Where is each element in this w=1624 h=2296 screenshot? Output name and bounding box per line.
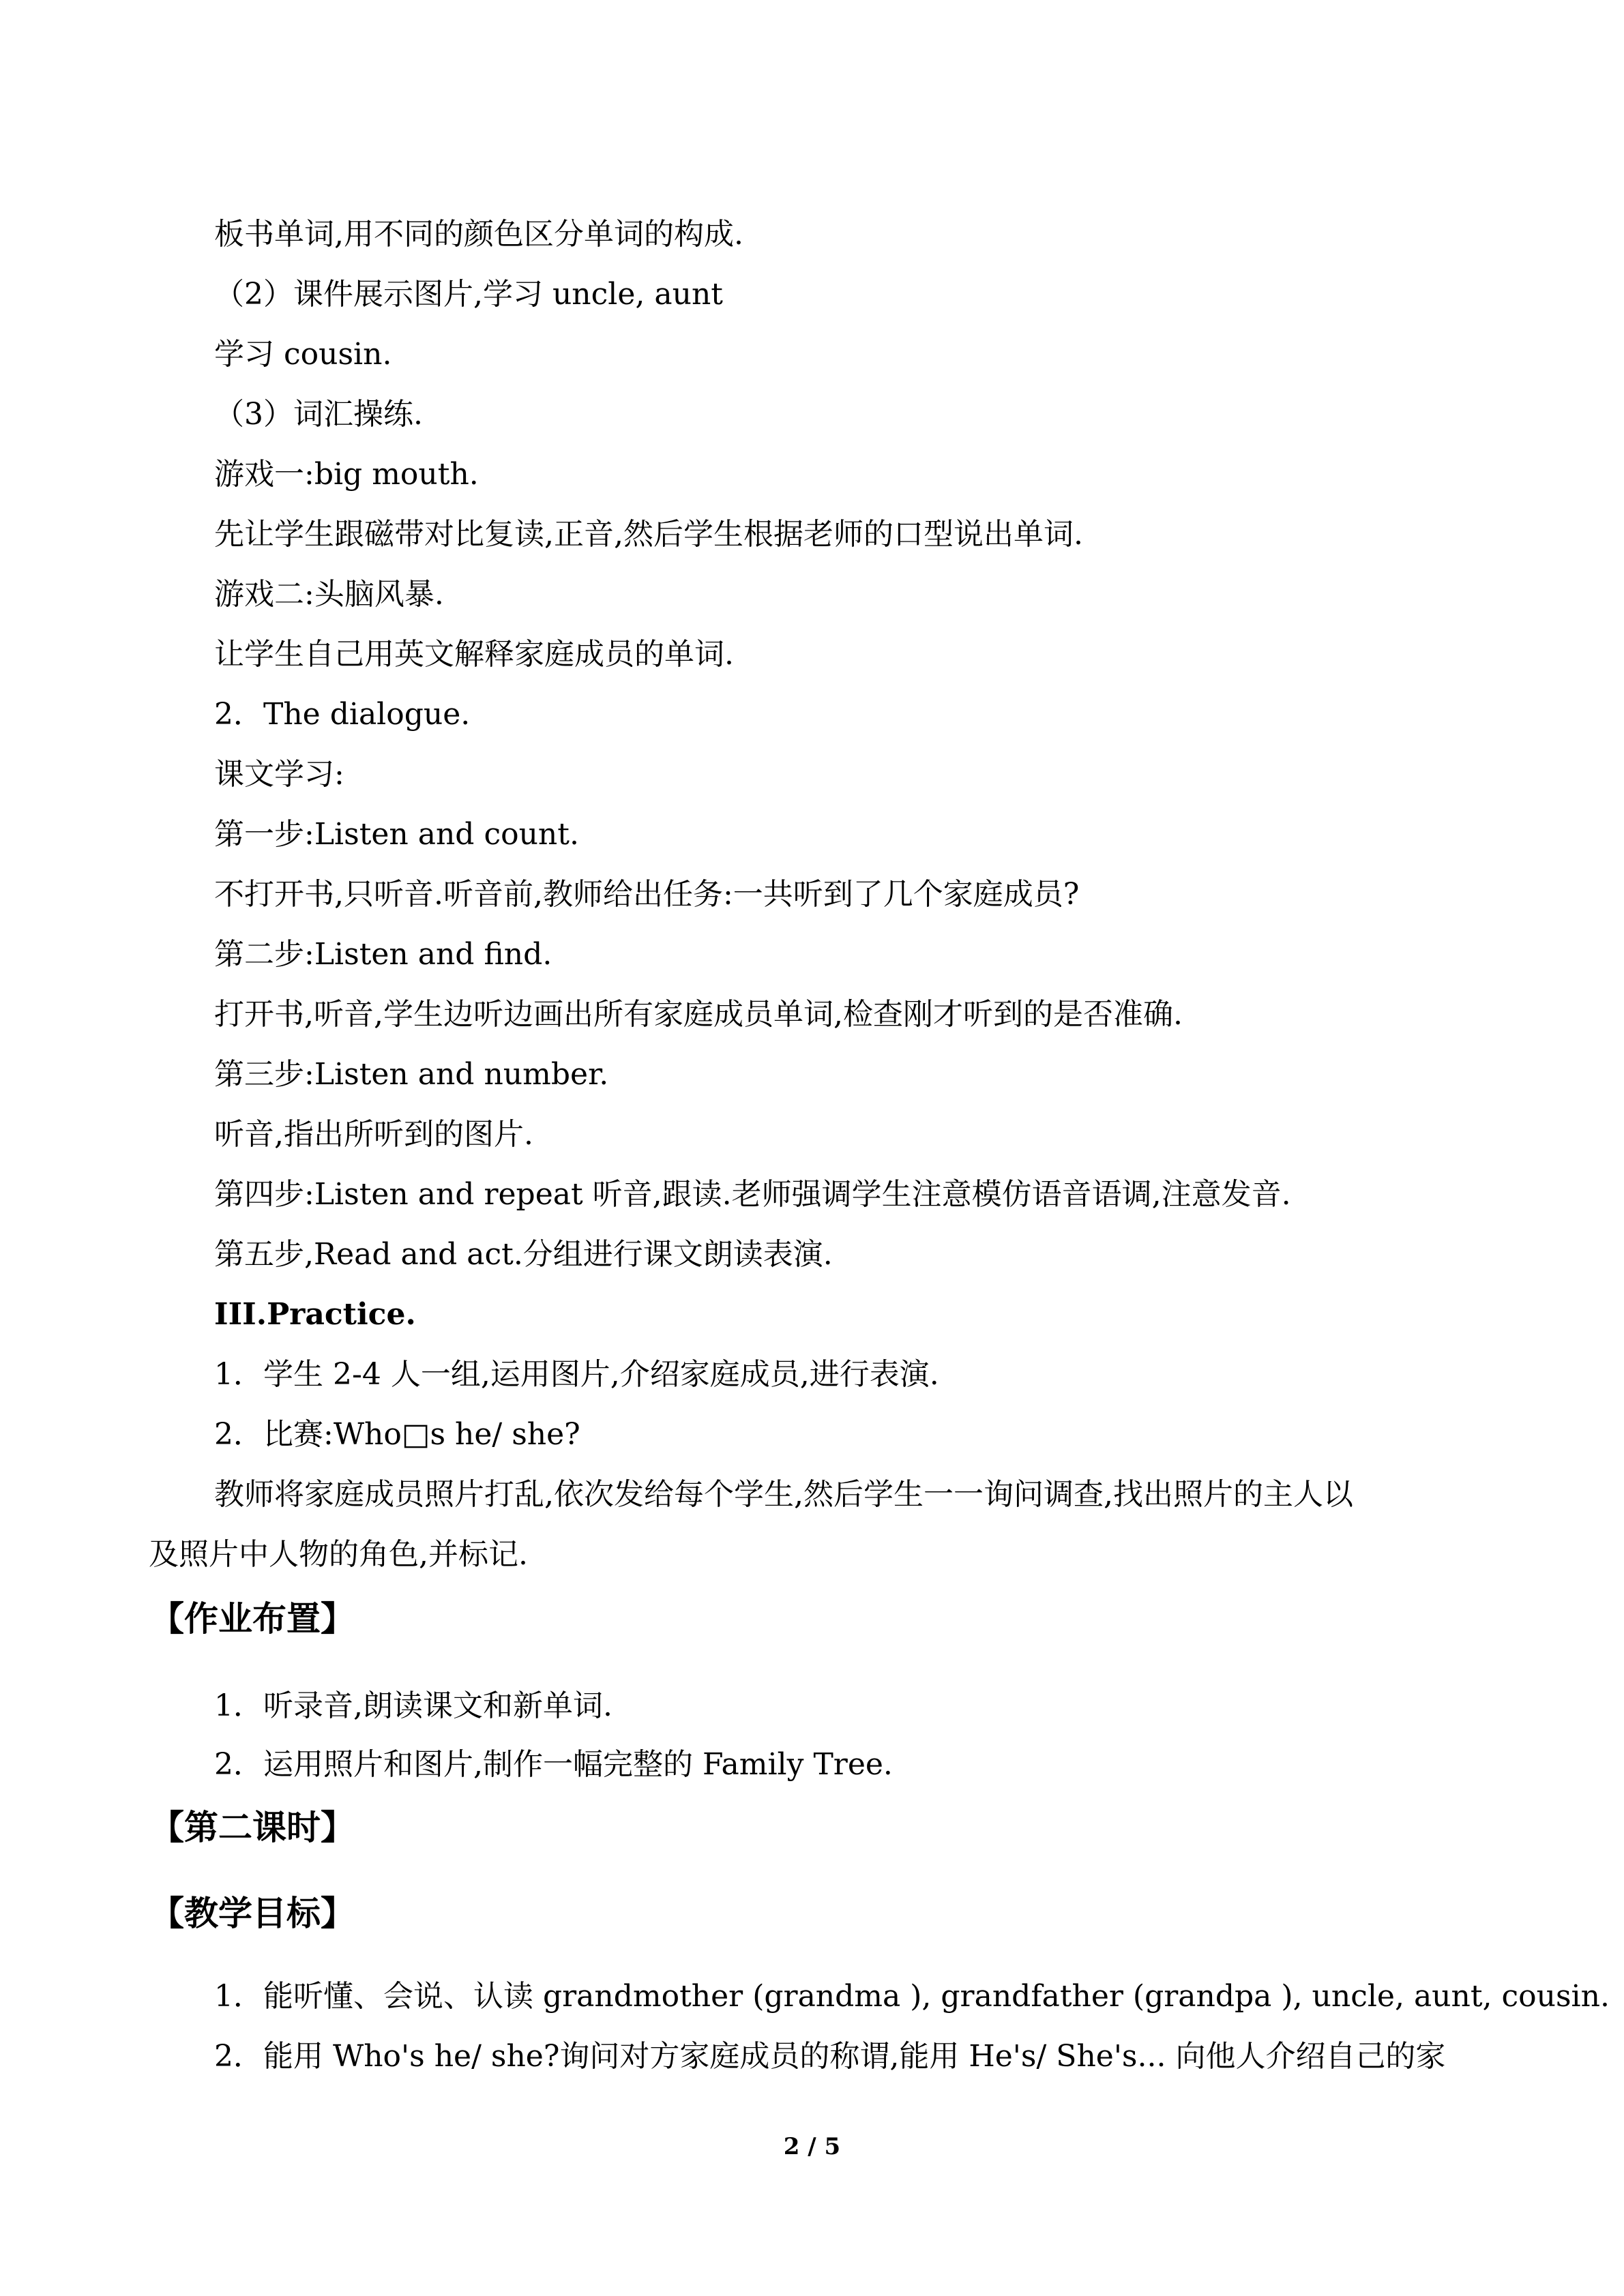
body-line: 打开书,听音,学生边听边画出所有家庭成员单词,检查刚才听到的是否准确. (214, 997, 1183, 1032)
body-line: 听音,指出所听到的图片. (214, 1117, 533, 1152)
heading-objectives: 【教学目标】 (150, 1894, 355, 1933)
body-line: 2．比赛:Who□s he/ she? (214, 1417, 580, 1452)
body-line: 第四步:Listen and repeat 听音,跟读.老师强调学生注意模仿语音语调,注意发音. (214, 1177, 1291, 1212)
body-line: 先让学生跟磁带对比复读,正音,然后学生根据老师的口型说出单词. (214, 517, 1083, 552)
body-line: （3）词汇操练. (214, 397, 423, 432)
body-line: 第五步,Read and act.分组进行课文朗读表演. (214, 1237, 833, 1272)
homework-item: 1．听录音,朗读课文和新单词. (214, 1688, 612, 1723)
section-title-practice: III.Practice. (214, 1297, 416, 1332)
heading-homework: 【作业布置】 (150, 1599, 355, 1639)
page-number: 2 / 5 (783, 2133, 841, 2160)
objective-item: 2．能用 Who's he/ she?询问对方家庭成员的称谓,能用 He's/ She's... 向他人介绍自己的家 (214, 2039, 1446, 2074)
body-line: 课文学习: (214, 757, 344, 792)
objective-item: 1．能听懂、会说、认读 grandmother (grandma ), grandfather (grandpa ), uncle, aunt, cousin. (214, 1979, 1610, 2014)
body-line: 2．The dialogue. (214, 697, 471, 732)
body-line: 游戏二:头脑风暴. (214, 577, 444, 612)
body-line: 及照片中人物的角色,并标记. (149, 1537, 528, 1572)
body-line: 游戏一:big mouth. (214, 457, 479, 492)
homework-item: 2．运用照片和图片,制作一幅完整的 Family Tree. (214, 1747, 893, 1782)
body-line: 学习 cousin. (214, 337, 392, 372)
body-line: 1．学生 2-4 人一组,运用图片,介绍家庭成员,进行表演. (214, 1357, 939, 1392)
body-line: 教师将家庭成员照片打乱,依次发给每个学生,然后学生一一询问调查,找出照片的主人以 (214, 1477, 1353, 1512)
body-line: 板书单词,用不同的颜色区分单词的构成. (214, 217, 743, 252)
body-line: 让学生自己用英文解释家庭成员的单词. (214, 637, 734, 672)
body-line: 第三步:Listen and number. (214, 1057, 609, 1092)
body-line: 第二步:Listen and find. (214, 937, 552, 972)
heading-lesson-2: 【第二课时】 (150, 1808, 355, 1847)
body-line: 不打开书,只听音.听音前,教师给出任务:一共听到了几个家庭成员? (214, 877, 1080, 912)
body-line: 第一步:Listen and count. (214, 817, 579, 852)
body-line: （2）课件展示图片,学习 uncle, aunt (214, 277, 723, 312)
